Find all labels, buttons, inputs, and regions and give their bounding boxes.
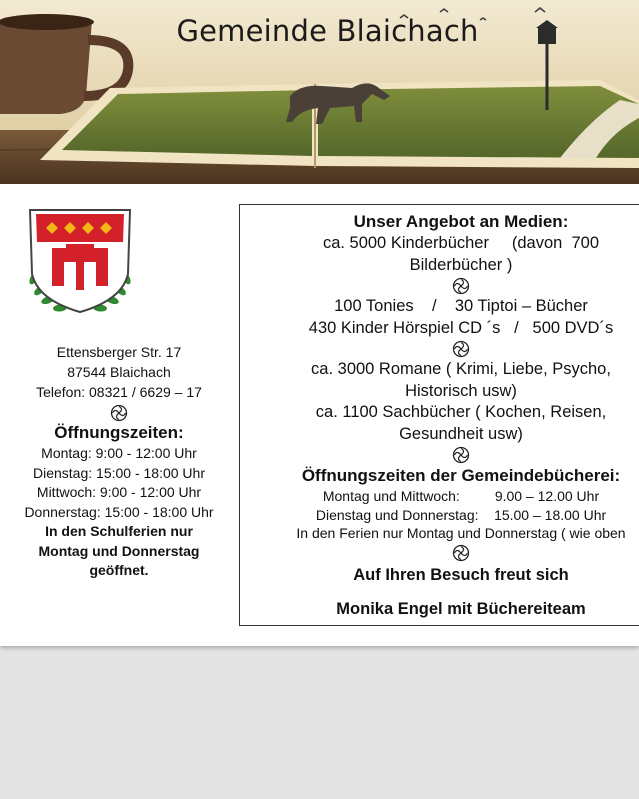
- opening-hours-line: Montag: 9:00 - 12:00 Uhr: [41, 445, 197, 461]
- offer-box: [239, 204, 639, 626]
- contact-column: [0, 342, 238, 581]
- coat-of-arms-icon: [22, 204, 138, 320]
- swirl-icon: [452, 340, 470, 358]
- holiday-note-line: Montag und Donnerstag: [38, 542, 200, 559]
- opening-hours-heading: Öffnungszeiten:: [54, 423, 184, 442]
- offer-line: Historisch usw): [405, 381, 517, 400]
- offer-line: Gesundheit usw): [399, 424, 523, 443]
- swirl-icon: [452, 277, 470, 295]
- opening-hours-line: Donnerstag: 15:00 - 18:00 Uhr: [24, 503, 214, 520]
- closing-text: Auf Ihren Besuch freut sich: [353, 565, 569, 584]
- signature-text: Monika Engel mit Büchereiteam: [336, 599, 586, 618]
- offer-line: ca. 1100 Sachbücher ( Kochen, Reisen,: [315, 403, 607, 421]
- city-text: 87544 Blaichach: [67, 364, 171, 380]
- swirl-icon: [110, 404, 128, 422]
- address-block: [0, 342, 238, 402]
- offer-line: 100 Tonies / 30 Tiptoi – Bücher: [334, 297, 588, 315]
- offer-line: ca. 3000 Romane ( Krimi, Liebe, Psycho,: [311, 360, 611, 378]
- swirl-icon: [452, 544, 470, 562]
- offer-group-media: [240, 296, 639, 339]
- library-hours-heading: Öffnungszeiten der Gemeindebücherei:: [301, 466, 621, 485]
- offer-group-adults: [240, 359, 639, 445]
- library-hours-line: In den Ferien nur Montag und Donnerstag ( wie oben: [296, 525, 626, 541]
- library-hours-list: [240, 487, 639, 543]
- holiday-note-line: geöffnet.: [89, 562, 149, 578]
- header-banner: [0, 0, 639, 184]
- offer-line: ca. 5000 Kinderbücher (davon 700: [322, 234, 600, 252]
- page-title: Gemeinde Blaichach: [176, 14, 479, 48]
- library-hours-line: Montag und Mittwoch: 9.00 – 12.00 Uhr: [322, 488, 600, 504]
- opening-hours-line: Dienstag: 15:00 - 18:00 Uhr: [33, 464, 205, 481]
- opening-hours-list: [0, 444, 238, 522]
- offer-heading: Unser Angebot an Medien:: [353, 212, 569, 231]
- holiday-note: [0, 522, 238, 581]
- street-text: Ettensberger Str. 17: [56, 344, 182, 360]
- offer-line: Bilderbücher ): [409, 255, 513, 274]
- offer-line: 430 Kinder Hörspiel CD ´s / 500 DVD´s: [308, 318, 614, 337]
- holiday-note-line: In den Schulferien nur: [45, 523, 193, 539]
- opening-hours-line: Mittwoch: 9:00 - 12:00 Uhr: [36, 484, 202, 500]
- phone-text: Telefon: 08321 / 6629 – 17: [36, 384, 202, 400]
- swirl-icon: [452, 446, 470, 464]
- offer-group-children: [240, 233, 639, 276]
- library-hours-line: Dienstag und Donnerstag: 15.00 – 18.00 Uhr: [315, 506, 607, 523]
